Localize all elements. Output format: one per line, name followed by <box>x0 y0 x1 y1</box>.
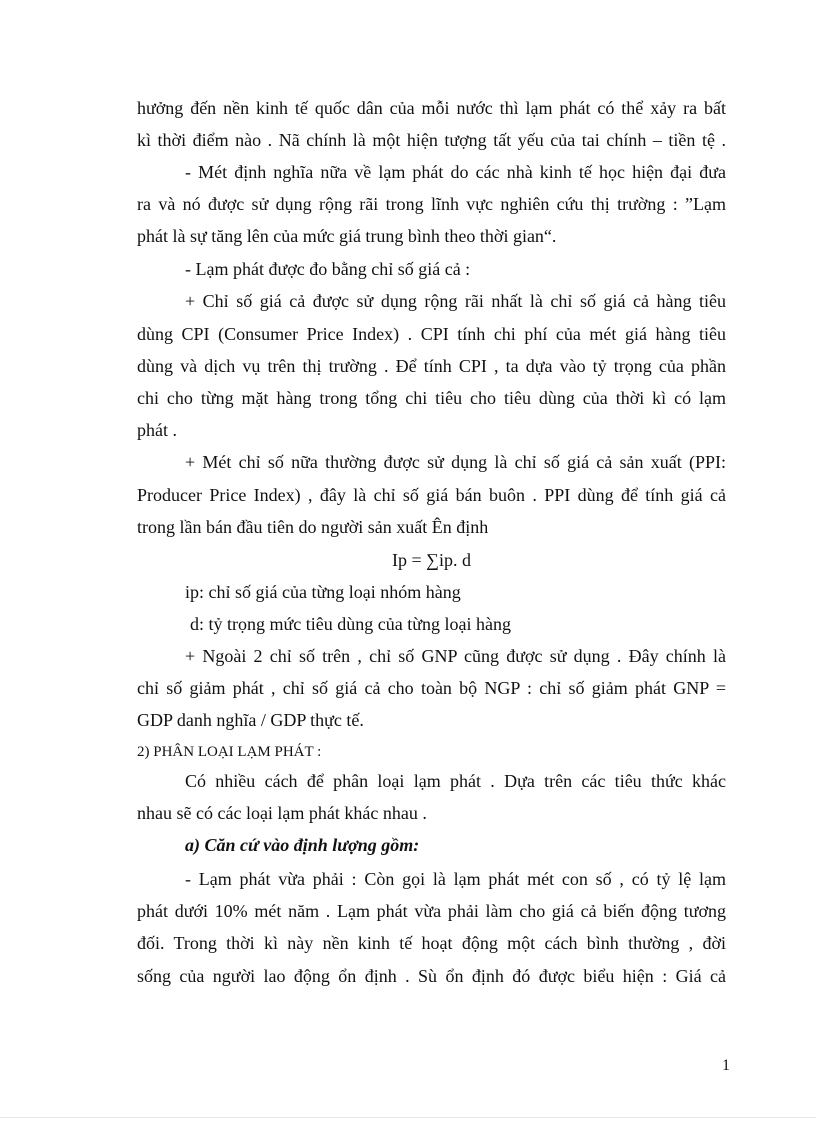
text-line: GDP danh nghĩa / GDP thực tế. <box>137 710 364 730</box>
text-line: hưởng đến nền kinh tế quốc dân của mỗi nước thì lạm phát có thể xảy ra bất <box>137 98 726 118</box>
text-line: nhau sẽ có các loại lạm phát khác nhau . <box>137 803 427 823</box>
text-line: + Ngoài 2 chỉ số trên , chỉ số GNP cũng được sử dụng . Đây chính là <box>185 646 726 666</box>
text-line: phát là sự tăng lên của mức giá trung bình theo thời gian“. <box>137 226 557 246</box>
text-line: trong lần bán đầu tiên do người sản xuất Ên định <box>137 517 489 537</box>
text-line: + Chỉ số giá cả được sử dụng rộng rãi nhất là chỉ số giá cả hàng tiêu <box>185 291 726 311</box>
text-line: phát . <box>137 420 177 440</box>
text-line: Producer Price Index) , đây là chỉ số giá bán buôn . PPI dùng để tính giá cả <box>137 485 726 505</box>
text-line: - Mét định nghĩa nữa về lạm phát do các nhà kinh tế học hiện đại đưa <box>185 162 726 182</box>
text-line: chi cho từng mặt hàng trong tổng chi tiêu cho tiêu dùng của thời kì có lạm <box>137 388 726 408</box>
text-line: kì thời điểm nào . Nã chính là một hiện tượng tất yếu của tai chính – tiền tệ . <box>137 130 726 150</box>
text-line: chỉ số giảm phát , chỉ số giá cả cho toàn bộ NGP : chỉ số giảm phát GNP = <box>137 678 726 698</box>
formula: Ip = ∑ip. d <box>392 550 471 570</box>
text-line: + Mét chỉ số nữa thường được sử dụng là chỉ số giá cả sản xuất (PPI: <box>185 452 726 472</box>
text-line: phát dưới 10% mét năm . Lạm phát vừa phải làm cho giá cả biến động tương <box>137 901 726 921</box>
text-line: sống của người lao động ổn định . Sù ổn định đó được biểu hiện : Giá cả <box>137 966 726 986</box>
text-line: - Lạm phát vừa phải : Còn gọi là lạm phát mét con số , có tỷ lệ lạm <box>185 869 726 889</box>
text-line: ra và nó được sử dụng rộng rãi trong lĩnh vực nghiên cứu thị trường : ”Lạm <box>137 194 726 214</box>
page-bottom-edge <box>0 1117 816 1118</box>
subsection-heading: a) Căn cứ vào định lượng gồm: <box>185 835 420 855</box>
section-heading: 2) PHÂN LOẠI LẠM PHÁT : <box>137 744 322 760</box>
formula-definition: d: tỷ trọng mức tiêu dùng của từng loại hàng <box>190 614 511 634</box>
text-line: đối. Trong thời kì này nền kinh tế hoạt động một cách bình thường , đời <box>137 933 726 953</box>
text-line: - Lạm phát được đo bằng chỉ số giá cả : <box>185 259 471 279</box>
text-line: dùng CPI (Consumer Price Index) . CPI tính chi phí của mét giá hàng tiêu <box>137 324 726 344</box>
formula-definition: ip: chỉ số giá của từng loại nhóm hàng <box>185 582 461 602</box>
text-line: dùng và dịch vụ trên thị trường . Để tính CPI , ta dựa vào tỷ trọng của phần <box>137 356 726 376</box>
page-number: 1 <box>722 1057 730 1074</box>
text-line: Có nhiều cách để phân loại lạm phát . Dựa trên các tiêu thức khác <box>185 771 726 791</box>
